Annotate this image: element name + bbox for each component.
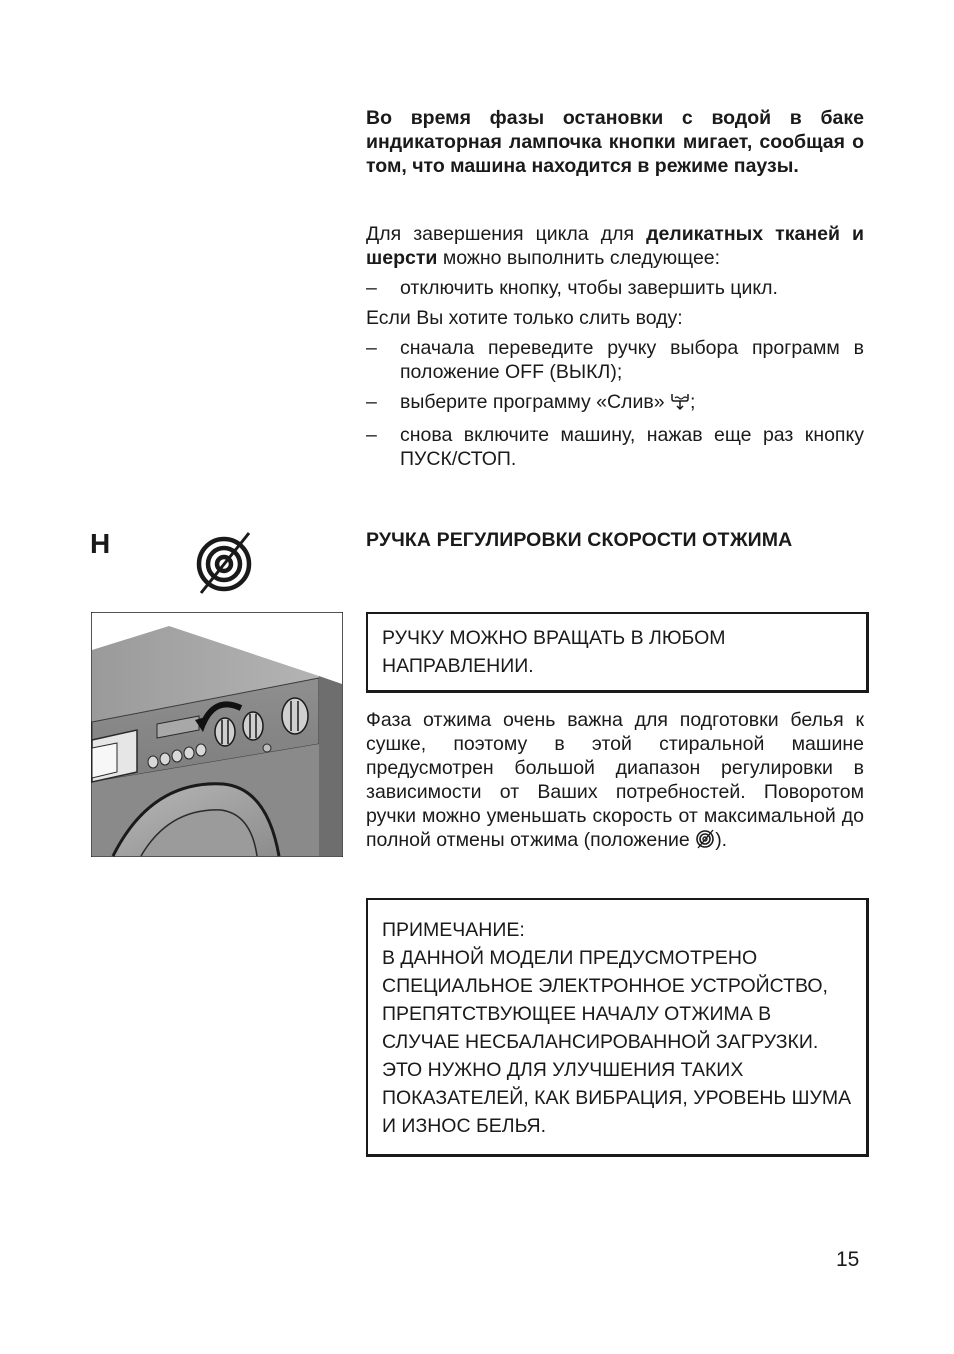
no-spin-icon xyxy=(192,530,256,601)
delicate-intro-bold: деликатных тканей и шерсти xyxy=(366,223,864,269)
note-title: ПРИМЕЧАНИЕ: xyxy=(382,919,525,941)
drain-intro: Если Вы хотите только слить воду: xyxy=(366,307,683,329)
note-box xyxy=(366,898,869,1157)
dash-bullet: – xyxy=(366,337,377,359)
spin-paragraph xyxy=(366,708,864,855)
delicate-intro xyxy=(366,222,864,270)
list-item-text: выберите программу «Слив» xyxy=(400,391,670,413)
dash-bullet: – xyxy=(366,391,377,413)
note-text: В ДАННОЙ МОДЕЛИ ПРЕДУСМОТРЕНО СПЕЦИАЛЬНОЕ ЭЛЕКТРОННОЕ УСТРОЙСТВО, ПРЕПЯТСТВУЮЩЕЕ НАЧАЛУ ОТЖИМА В СЛУЧАЕ НЕСБАЛАНСИРОВАННОЙ ЗАГРУЗКИ. ЭТО НУЖНО ДЛЯ УЛУЧШЕНИЯ ТАКИХ ПОКАЗАТЕЛЕЙ, КАК ВИБРАЦИЯ, УРОВЕНЬ ШУМА И ИЗНОС БЕЛЬЯ. xyxy=(382,947,852,1137)
spin-section xyxy=(366,708,864,855)
spin-paragraph-text: ). xyxy=(715,829,728,851)
list-item xyxy=(366,423,864,471)
dash-bullet: – xyxy=(366,277,377,299)
list-item xyxy=(366,336,864,384)
delicate-section xyxy=(366,222,864,471)
list-item xyxy=(366,390,864,417)
list-item-text: снова включите машину, нажав еще раз кнопку ПУСК/СТОП. xyxy=(400,424,864,470)
dash-bullet: – xyxy=(366,424,377,446)
drain-program-icon xyxy=(670,391,690,417)
no-spin-icon xyxy=(695,829,715,855)
spin-paragraph-text: Фаза отжима очень важна для подготовки белья к сушке, поэтому в этой стиральной машине предусмотрен большой диапазон регулировки в зависимости от Ваших потребностей. Поворотом ручки можно уменьшать скорость от максимальной до полной отмены отжима (положение xyxy=(366,709,864,851)
pause-paragraph: Во время фазы остановки с водой в баке индикаторная лампочка кнопки мигает, сообщая о том, что машина находится в режиме паузы. xyxy=(366,107,864,177)
page-number: 15 xyxy=(836,1248,860,1271)
section-letter: H xyxy=(90,528,111,559)
rotate-direction-box xyxy=(366,612,869,693)
pause-section xyxy=(366,106,864,178)
list-item-text: ; xyxy=(689,391,696,413)
rotate-direction-text: РУЧКУ МОЖНО ВРАЩАТЬ В ЛЮБОМ НАПРАВЛЕНИИ. xyxy=(382,627,726,677)
delicate-intro-before: Для завершения цикла для xyxy=(366,223,647,245)
list-item xyxy=(366,276,864,300)
delicate-intro-after: можно выполнить следующее: xyxy=(437,247,721,269)
washing-machine-control-panel-illustration xyxy=(91,612,343,862)
list-item-text: отключить кнопку, чтобы завершить цикл. xyxy=(400,277,778,299)
list-item-text: сначала переведите ручку выбора программ в положение OFF (ВЫКЛ); xyxy=(400,337,864,383)
section-heading: РУЧКА РЕГУЛИРОВКИ СКОРОСТИ ОТЖИМА xyxy=(366,529,793,551)
